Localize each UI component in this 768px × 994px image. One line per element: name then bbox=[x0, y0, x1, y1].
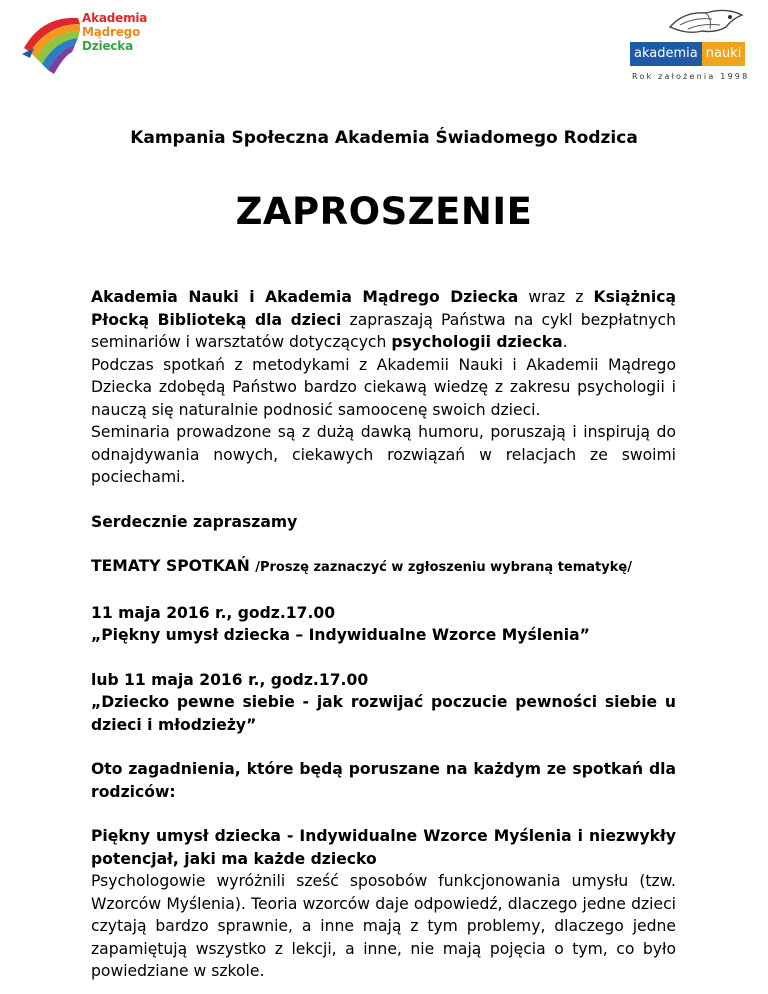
intro-bold-3: psychologii dziecka bbox=[391, 333, 563, 351]
intro-bold-1: Akademia Nauki i Akademia Mądrego Dziecka bbox=[91, 288, 519, 306]
akademia-nauki-logo bbox=[626, 5, 756, 85]
topic-2-date bbox=[91, 669, 676, 692]
topic-2-title bbox=[91, 691, 676, 736]
intro-paragraph-1 bbox=[91, 286, 676, 354]
section-1-heading-text: Piękny umysł dziecka - Indywidualne Wzorce Myślenia i niezwykły potencjał, jaki ma każde dziecko bbox=[91, 827, 676, 868]
intro-bold-2: Książnicą Płocką Biblioteką dla dzieci bbox=[91, 288, 677, 329]
intro-text-1: wraz z bbox=[518, 288, 594, 306]
logo-left-line1: Akademia bbox=[82, 11, 148, 25]
topic-1-title bbox=[91, 624, 676, 647]
issues-heading-text: Oto zagadnienia, które będą poruszane na każdym ze spotkań dla rodziców: bbox=[91, 760, 676, 801]
topic-2-date-text: lub 11 maja 2016 r., godz.17.00 bbox=[91, 670, 369, 689]
intro-text-3: . bbox=[562, 333, 568, 351]
akademia-madrego-dziecka-logo bbox=[20, 8, 170, 78]
intro-paragraph-2: Podczas spotkań z metodykami z Akademii Nauki i Akademii Mądrego Dziecka zdobędą Państwo bardzo ciekawą wiedzę z zakresu psychologii i nauczą się naturalnie podnosić samoocenę swoich dzieci. bbox=[91, 355, 676, 419]
greeting bbox=[91, 511, 676, 534]
topics-heading bbox=[91, 555, 676, 580]
logo-left-line2: Mądrego bbox=[82, 25, 141, 39]
topics-note: /Proszę zaznaczyć w zgłoszeniu wybraną tematykę/ bbox=[255, 560, 632, 575]
greeting-text: Serdecznie zapraszamy bbox=[91, 512, 298, 531]
document-body bbox=[91, 286, 676, 983]
brand-part1: akademia bbox=[630, 42, 702, 66]
campaign-title: Kampania Społeczna Akademia Świadomego Rodzica bbox=[130, 128, 638, 148]
brand-part2: nauki bbox=[702, 42, 746, 66]
section-1-body: Psychologowie wyróżnili sześć sposobów funkcjonowania umysłu (tzw. Wzorców Myślenia). Teoria wzorców daje odpowiedź, dlaczego jedne dzieci czytają bardzo sprawnie, a inne mają z tym problemy, dlaczego jedne zapamiętują wszystko z lekcji, a inne, nie mają pojęcia o tym, co było powiedziane w szkole. bbox=[91, 872, 676, 980]
rainbow-book-icon bbox=[20, 8, 90, 78]
topic-1-title-text: „Piękny umysł dziecka – Indywidualne Wzorce Myślenia” bbox=[91, 626, 590, 644]
akademia-nauki-wordmark bbox=[630, 42, 745, 66]
logo-left-line3: Dziecka bbox=[82, 39, 133, 53]
topics-heading-text: TEMATY SPOTKAŃ bbox=[91, 557, 256, 575]
section-1-heading bbox=[91, 825, 676, 870]
founded-year: Rok założenia 1998 bbox=[632, 72, 750, 81]
issues-heading bbox=[91, 758, 676, 803]
intro-paragraph-3: Seminaria prowadzone są z dużą dawką humoru, poruszają i inspirują do odnajdywania nowych, ciekawych rozwiązań w relacjach ze swoimi pociechami. bbox=[91, 423, 676, 486]
topic-1-date bbox=[91, 602, 676, 625]
topic-2-title-text: „Dziecko pewne siebie - jak rozwijać poczucie pewności siebie u dzieci i młodzieży” bbox=[91, 693, 676, 734]
page-title: ZAPROSZENIE bbox=[235, 190, 533, 233]
topic-1-date-text: 11 maja 2016 r., godz.17.00 bbox=[91, 603, 336, 622]
owl-icon bbox=[666, 5, 746, 39]
intro-text-2: zapraszają Państwa na cykl bezpłatnych seminariów i warsztatów dotyczących bbox=[91, 310, 676, 351]
